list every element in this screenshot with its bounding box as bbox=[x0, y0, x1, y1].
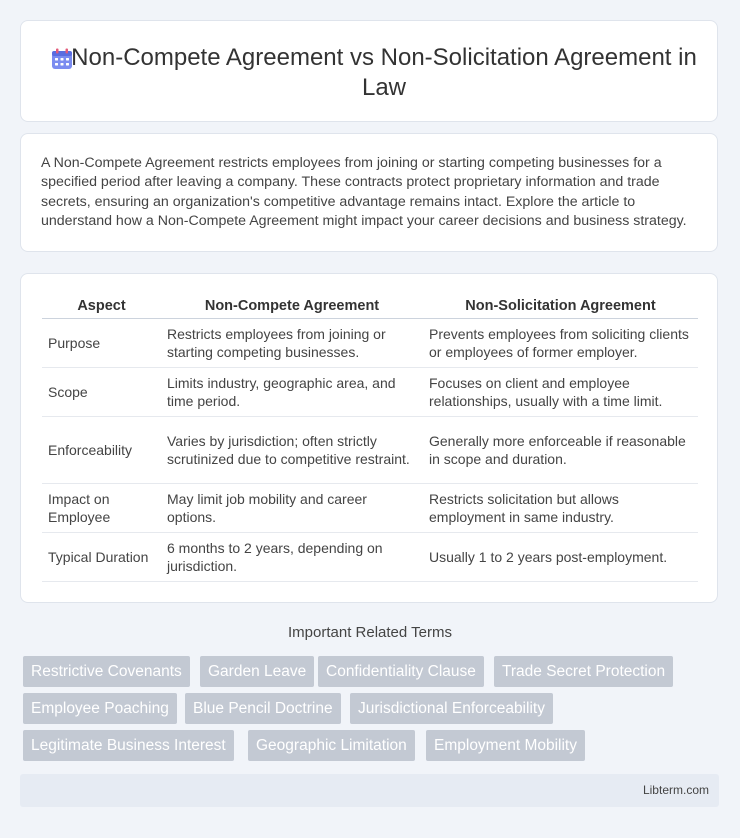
table-cell: Purpose bbox=[42, 319, 161, 368]
column-header: Aspect bbox=[42, 294, 161, 319]
intro-card bbox=[20, 133, 718, 252]
table-cell: Generally more enforceable if reasonable in scope and duration. bbox=[423, 417, 698, 484]
tag-restrictive-covenants[interactable]: Restrictive Covenants bbox=[23, 656, 190, 687]
header-card bbox=[20, 20, 718, 122]
table-row bbox=[42, 533, 698, 582]
table-cell: Scope bbox=[42, 368, 161, 417]
tag-garden-leave[interactable]: Garden Leave bbox=[200, 656, 314, 687]
comparison-card bbox=[20, 273, 718, 603]
related-terms-title: Important Related Terms bbox=[288, 624, 452, 641]
column-header: Non-Compete Agreement bbox=[161, 294, 423, 319]
tag-employment-mobility[interactable]: Employment Mobility bbox=[426, 730, 585, 761]
table-cell: Usually 1 to 2 years post-employment. bbox=[423, 533, 698, 582]
page-title: Non-Compete Agreement vs Non-Solicitation Agreement in Law bbox=[71, 44, 697, 101]
tag-geographic-limitation[interactable]: Geographic Limitation bbox=[248, 730, 415, 761]
table-row bbox=[42, 319, 698, 368]
table-cell: May limit job mobility and career options. bbox=[161, 484, 423, 533]
table-header-row bbox=[42, 294, 698, 319]
table-cell: Limits industry, geographic area, and time period. bbox=[161, 368, 423, 417]
comparison-table bbox=[42, 294, 698, 582]
table-cell: Focuses on client and employee relationships, usually with a time limit. bbox=[423, 368, 698, 417]
footer bbox=[20, 774, 719, 807]
table-row bbox=[42, 417, 698, 484]
column-header: Non-Solicitation Agreement bbox=[423, 294, 698, 319]
table-cell: Varies by jurisdiction; often strictly scrutinized due to competitive restraint. bbox=[161, 417, 423, 484]
table-row bbox=[42, 368, 698, 417]
table-cell: Restricts employees from joining or starting competing businesses. bbox=[161, 319, 423, 368]
table-cell: Restricts solicitation but allows employment in same industry. bbox=[423, 484, 698, 533]
table-cell: Impact on Employee bbox=[42, 484, 161, 533]
tag-legitimate-business-interest[interactable]: Legitimate Business Interest bbox=[23, 730, 234, 761]
table-cell: 6 months to 2 years, depending on jurisdiction. bbox=[161, 533, 423, 582]
tag-employee-poaching[interactable]: Employee Poaching bbox=[23, 693, 177, 724]
table-row bbox=[42, 484, 698, 533]
table-cell: Typical Duration bbox=[42, 533, 161, 582]
tag-trade-secret-protection[interactable]: Trade Secret Protection bbox=[494, 656, 673, 687]
tag-jurisdictional-enforceability[interactable]: Jurisdictional Enforceability bbox=[350, 693, 553, 724]
tag-blue-pencil-doctrine[interactable]: Blue Pencil Doctrine bbox=[185, 693, 341, 724]
footer-site-link[interactable]: Libterm.com bbox=[642, 783, 709, 797]
tag-confidentiality-clause[interactable]: Confidentiality Clause bbox=[318, 656, 484, 687]
table-cell: Prevents employees from soliciting clients or employees of former employer. bbox=[423, 319, 698, 368]
intro-text: A Non-Compete Agreement restricts employees from joining or starting competing businesses for a specified period after leaving a company. These contracts protect proprietary information and trade secrets, ensuring an organization's competitive advantage remains intact. Explore the article to understand how a Non-Compete Agreement might impact your career decisions and business strategy. bbox=[41, 155, 687, 229]
table-cell: Enforceability bbox=[42, 417, 161, 484]
